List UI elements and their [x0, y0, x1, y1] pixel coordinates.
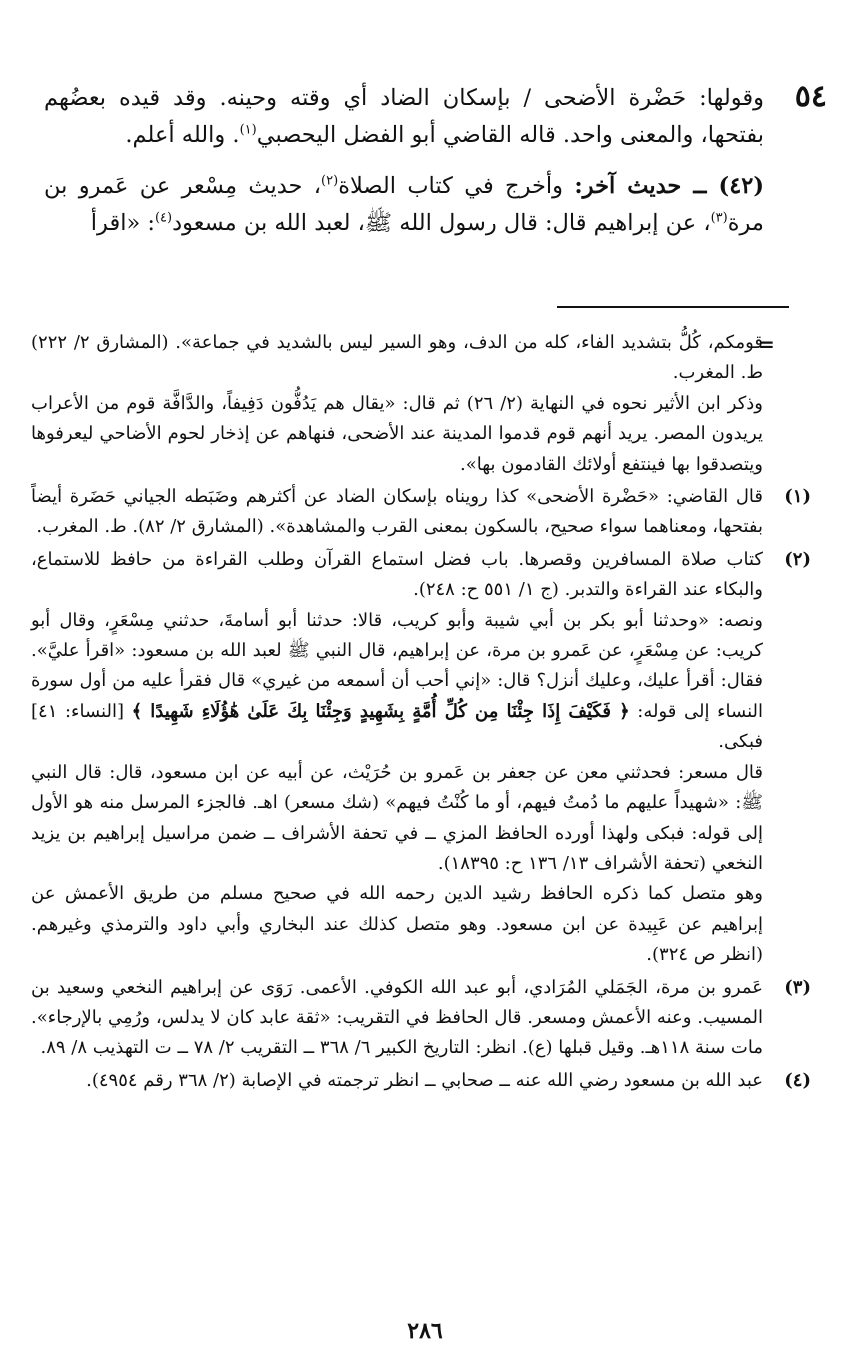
- footnote-1-number: (١): [784, 486, 811, 508]
- hadith-heading: (٤٢) ــ حديث آخر:: [574, 173, 765, 199]
- main-para1-end: . والله أعلم.: [125, 122, 240, 148]
- footnote-2-muttasil: وهو متصل كما ذكره الحافظ رشيد الدين رحمه الله في صحيح مسلم من طريق الأعمش عن إبراهيم عن عَبِيدة عن ابن مسعود. وهو متصل كذلك عند البخاري وأبي داود والترمذي وغيرهم. (انظر ص ٣٢٤).: [31, 883, 763, 966]
- footnote-2: [31, 545, 811, 971]
- footnote-2-verse-ref: [النساء: ٤١] فبكى.: [31, 700, 763, 753]
- main-para2-d: : «اقرأ: [90, 210, 155, 236]
- page-marker: ٥٤: [794, 79, 827, 114]
- footnote-continuation: [31, 328, 811, 480]
- footnote-separator: [557, 306, 789, 308]
- footnotes: [31, 328, 811, 1098]
- main-paragraph-2: [44, 168, 764, 242]
- footnote-ref-4: (٤): [154, 210, 173, 226]
- main-text: [44, 80, 764, 242]
- continuation-marker: =: [758, 332, 775, 356]
- footnote-cont-line-2: وذكر ابن الأثير نحوه في النهاية (٢/ ٢٦) ثم قال: «يقال هم يَدُفُّون دَفِيفاً، والدَّافَّة قوم من الأعراب يريدون المصر. يريد أنهم قوم قدموا المدينة عند الأضحى، فنهاهم عن إذخار لحوم الأضاحي ليعرفوها ويتصدقوا بها فينتفع أولائك القادمون بها».: [31, 392, 763, 475]
- main-para2-c: ، عن إبراهيم قال: قال رسول الله ﷺ، لعبد الله بن مسعود: [172, 210, 711, 236]
- footnote-ref-2: (٢): [321, 173, 339, 189]
- footnote-1-text: قال القاضي: «حَضْرة الأضحى» كذا رويناه بإسكان الضاد عن أكثرهم وضَبَطه الجياني حَضَرة أيضاً بفتحها، ومعناهما سواء صحيح، بالسكون بمعنى القرب والمشاهدة». (المشارق ٢/ ٨٢). ط. المغرب.: [31, 486, 763, 538]
- main-paragraph-1: [44, 80, 764, 154]
- footnote-2-source: كتاب صلاة المسافرين وقصرها. باب فضل استماع القرآن وطلب القراءة من حافظ للاستماع، والبكاء عند القراءة والتدبر. (ج ١/ ٥٥١ ح: ٢٤٨).: [31, 548, 763, 601]
- footnote-2-hadith-text: ونصه: «وحدثنا أبو بكر بن أبي شيبة وأبو كريب، قالا: حدثنا أبو أسامةَ، حدثني مِسْعَرٍ، وقال أبو كريب: عن مِسْعَرٍ، عن عَمرو بن مرة، عن إبراهيم، قال النبي ﷺ لعبد الله بن مسعود: «اقرأ عليَّ». فقال: أقرأ عليك، وعليك أنزل؟ قال: «إني أحب أن أسمعه من غيري» قال فقرأ عليه من أول سورة النساء إلى قوله:: [31, 609, 763, 722]
- footnote-1: [31, 482, 811, 543]
- footnote-3-text: عَمرو بن مرة، الجَمَلي المُرَادي، أبو عبد الله الكوفي. الأعمى. رَوَى عن إبراهيم النخعي وسعيد بن المسيب. وعنه الأعمش ومسعر. قال الحافظ في التقريب: «ثقة عابد كان لا يدلس، ورُمِي بالإرجاء». مات سنة ١١٨هـ. وقيل قبلها (ع). انظر: التاريخ الكبير ٦/ ٣٦٨ ــ التقريب ٢/ ٧٨ ــ ت التهذيب ٨/ ٨٩.: [31, 976, 763, 1059]
- footnote-4-number: (٤): [784, 1069, 811, 1091]
- footnote-ref-1: (١): [239, 122, 257, 138]
- footnote-4: [31, 1066, 811, 1096]
- footnote-4-text: عبد الله بن مسعود رضي الله عنه ــ صحابي ــ انظر ترجمته في الإصابة (٢/ ٣٦٨ رقم ٤٩٥٤).: [86, 1069, 763, 1091]
- main-para2-a: وأخرج في كتاب الصلاة: [338, 173, 575, 199]
- footnote-2-mursal: قال مسعر: فحدثني معن عن جعفر بن عَمرو بن حُرَيْث، عن أبيه عن ابن مسعود، قال: قال النبي ﷺ: «شهيداً عليهم ما دُمتُ فيهم، أو ما كُنْتُ فيهم» (شك مسعر) اهـ. فالجزء المرسل منه هو الأول إلى قوله: فبكى ولهذا أورده الحافظ المزي ــ في تحفة الأشراف ــ ضمن مراسيل إبراهيم بن يزيد النخعي (تحفة الأشراف ١٣/ ١٣٦ ح: ١٨٣٩٥).: [31, 761, 763, 874]
- footnote-ref-3: (٣): [710, 210, 728, 226]
- footnote-cont-line-1: قومكم، كُلُّ بتشديد الفاء، كله من الدف، وهو السير ليس بالشديد في جماعة». (المشارق ٢/ ٢٢٢) ط. المغرب.: [31, 332, 763, 384]
- footnote-2-number: (٢): [784, 548, 811, 570]
- footnote-2-hadith: [31, 606, 763, 758]
- quran-verse: ﴿ فَكَيْفَ إِذَا جِئْنَا مِن كُلِّ أُمَّةٍ بِشَهِيدٍ وَجِئْنَا بِكَ عَلَىٰ هَٰؤُلَاءِ شَهِيدًا ﴾: [131, 700, 630, 722]
- main-para2-b: ، حديث مِسْعر عن عَمرو بن مرة: [44, 173, 764, 236]
- page-number: ٢٨٦: [407, 1318, 443, 1344]
- footnote-3: [31, 973, 811, 1064]
- main-para1-text: وقولها: حَضْرة الأضحى / بإسكان الضاد أي وقته وحينه. وقد قيده بعضُهم بفتحها، والمعنى واحد. قاله القاضي أبو الفضل اليحصبي: [44, 85, 764, 148]
- footnote-3-number: (٣): [784, 976, 811, 998]
